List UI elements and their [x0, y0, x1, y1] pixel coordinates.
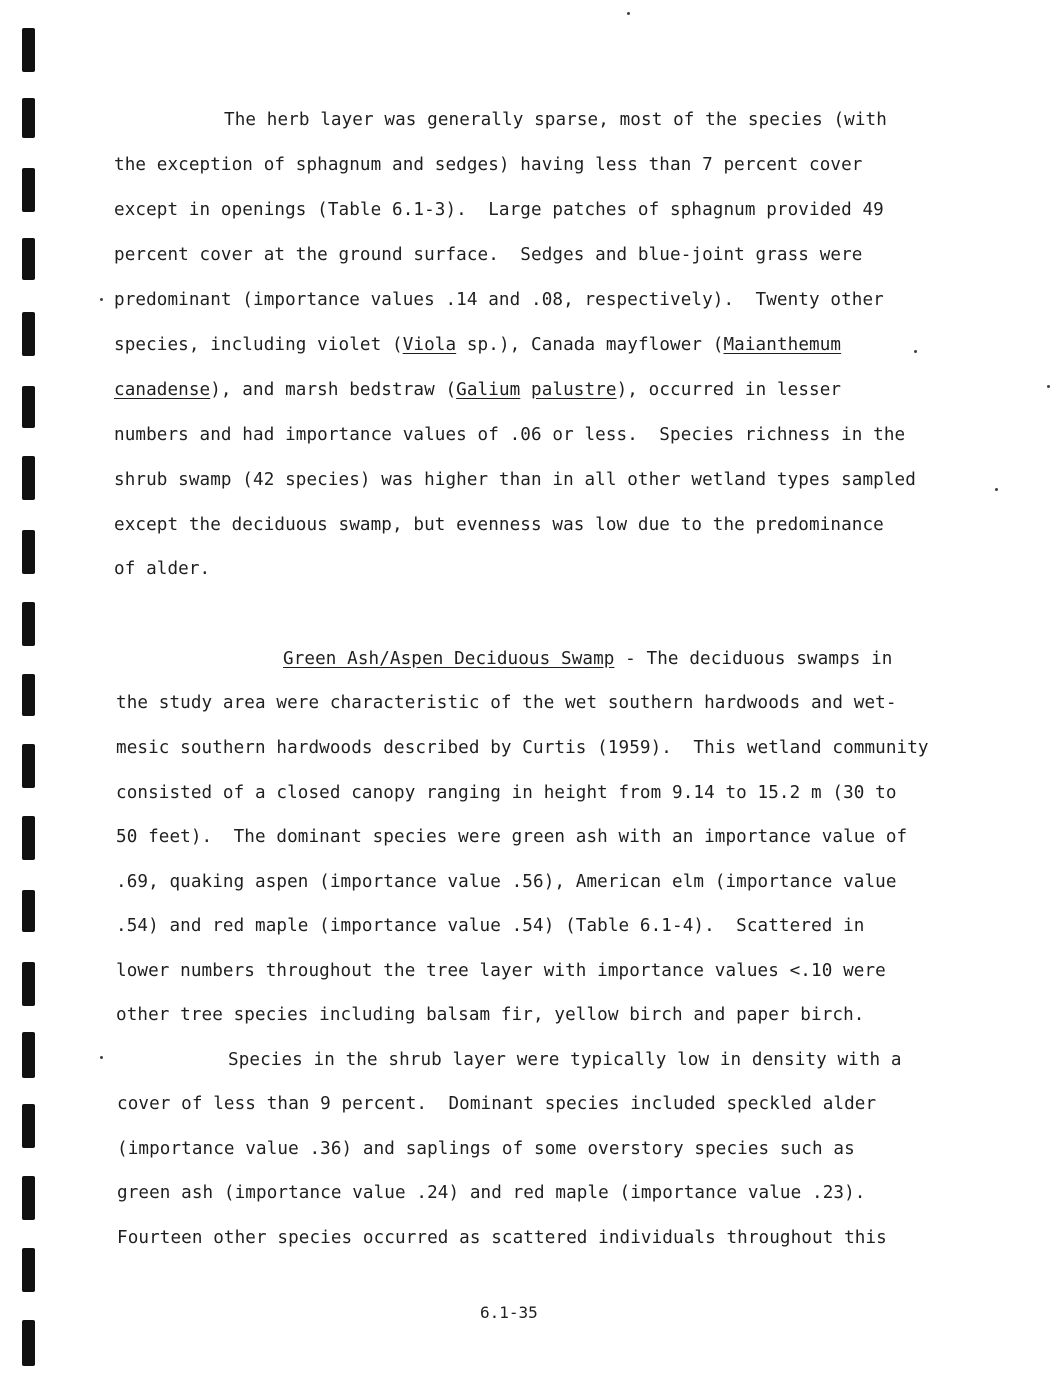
paragraph-3-line-4: green ash (importance value .24) and red maple (importance value .23).	[117, 1183, 866, 1203]
binding-mark	[22, 386, 35, 428]
text-run: sp.), Canada mayflower (	[456, 335, 724, 355]
section-2-line-3: consisted of a closed canopy ranging in height from 9.14 to 15.2 m (30 to	[116, 783, 897, 803]
species-name-viola: Viola	[402, 335, 457, 355]
paragraph-1-line-7	[114, 379, 841, 401]
binding-mark	[22, 312, 35, 356]
binding-marks	[22, 0, 38, 1379]
scan-speck	[995, 488, 998, 491]
binding-mark	[22, 1032, 35, 1078]
binding-mark	[22, 962, 35, 1006]
text-run: - The deciduous swamps in	[614, 649, 893, 669]
binding-mark	[22, 238, 35, 280]
binding-mark	[22, 1104, 35, 1148]
text-run: ), and marsh bedstraw (	[210, 380, 457, 400]
section-2-line-5: .69, quaking aspen (importance value .56), American elm (importance value	[116, 872, 897, 892]
binding-mark	[22, 168, 35, 212]
binding-mark	[22, 98, 35, 138]
binding-mark	[22, 1320, 35, 1366]
binding-mark	[22, 674, 35, 716]
text-run	[520, 380, 531, 400]
species-name-palustre: palustre	[531, 380, 617, 400]
paragraph-3-line-5: Fourteen other species occurred as scattered individuals throughout this	[117, 1228, 887, 1248]
text-run: ), occurred in lesser	[616, 380, 842, 400]
paragraph-3-line-3: (importance value .36) and saplings of some overstory species such as	[117, 1139, 855, 1159]
paragraph-3-line-1: Species in the shrub layer were typically low in density with a	[228, 1050, 902, 1070]
text-run: species, including violet (	[114, 335, 403, 355]
section-heading: Green Ash/Aspen Deciduous Swamp	[283, 649, 615, 669]
paragraph-3-line-2: cover of less than 9 percent. Dominant species included speckled alder	[117, 1094, 877, 1114]
section-2-line-7: lower numbers throughout the tree layer with importance values <.10 were	[116, 961, 886, 981]
scan-speck	[914, 350, 917, 353]
section-2-line-1: the study area were characteristic of the wet southern hardwoods and wet-	[116, 693, 897, 713]
paragraph-1-line-2: the exception of sphagnum and sedges) having less than 7 percent cover	[114, 155, 863, 175]
binding-mark	[22, 744, 35, 788]
section-2-line-6: .54) and red maple (importance value .54) (Table 6.1-4). Scattered in	[116, 916, 865, 936]
scan-speck	[627, 12, 630, 15]
paragraph-1-line-1: The herb layer was generally sparse, most of the species (with	[224, 110, 887, 130]
paragraph-1-line-4: percent cover at the ground surface. Sedges and blue-joint grass were	[114, 245, 863, 265]
paragraph-1-line-9: shrub swamp (42 species) was higher than in all other wetland types sampled	[114, 470, 916, 490]
scan-speck	[100, 298, 103, 301]
binding-mark	[22, 602, 35, 646]
species-name-galium: Galium	[456, 380, 521, 400]
paragraph-1-line-11: of alder.	[114, 559, 211, 579]
binding-mark	[22, 816, 35, 860]
binding-mark	[22, 28, 35, 72]
section-2-line-4: 50 feet). The dominant species were green ash with an importance value of	[116, 827, 908, 847]
scan-speck	[100, 1056, 103, 1059]
paragraph-1-line-10: except the deciduous swamp, but evenness was low due to the predominance	[114, 515, 884, 535]
paragraph-1-line-8: numbers and had importance values of .06 or less. Species richness in the	[114, 425, 906, 445]
paragraph-1-line-3: except in openings (Table 6.1-3). Large patches of sphagnum provided 49	[114, 200, 884, 220]
scan-speck	[1047, 385, 1050, 388]
binding-mark	[22, 1248, 35, 1292]
paragraph-1-line-5: predominant (importance values .14 and .08, respectively). Twenty other	[114, 290, 884, 310]
paragraph-1-line-6	[114, 334, 841, 356]
section-heading-line	[283, 648, 892, 670]
page-number: 6.1-35	[480, 1303, 538, 1322]
species-name-maianthemum: Maianthemum	[723, 335, 842, 355]
binding-mark	[22, 1176, 35, 1220]
binding-mark	[22, 530, 35, 574]
section-2-line-8: other tree species including balsam fir, yellow birch and paper birch.	[116, 1005, 865, 1025]
binding-mark	[22, 890, 35, 932]
species-name-canadense: canadense	[114, 380, 211, 400]
binding-mark	[22, 456, 35, 500]
section-2-line-2: mesic southern hardwoods described by Curtis (1959). This wetland community	[116, 738, 929, 758]
